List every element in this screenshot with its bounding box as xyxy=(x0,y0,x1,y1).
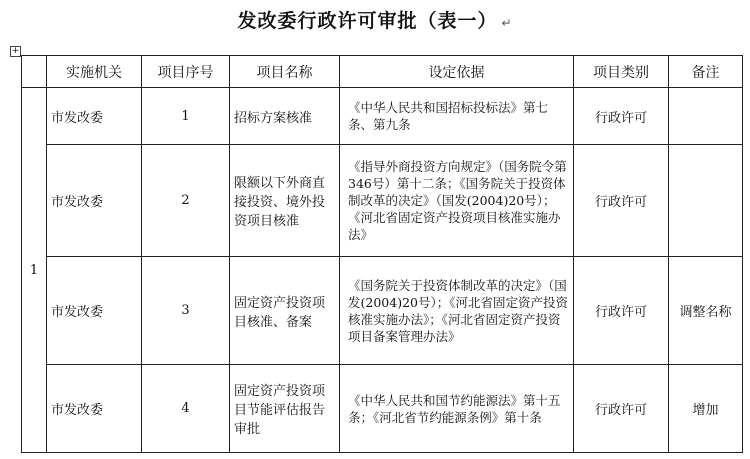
basis-cell: 《国务院关于投资体制改革的决定》（国发(2004)20号）；《河北省固定资产投资核准实施办法》；《河北省固定资产投资项目备案管理办法》 xyxy=(340,257,574,365)
basis-cell: 《中华人民共和国节约能源法》第十五条；《河北省节约能源条例》第十条 xyxy=(340,365,574,453)
agency-cell: 市发改委 xyxy=(47,365,142,453)
group-number-cell: 1 xyxy=(22,88,47,453)
header-basis: 设定依据 xyxy=(340,56,574,88)
title-text: 发改委行政许可审批（表一） xyxy=(237,10,498,32)
document-title xyxy=(0,6,750,33)
agency-cell: 市发改委 xyxy=(47,88,142,145)
seq-cell: 2 xyxy=(142,145,230,257)
project-name-cell: 固定资产投资项目节能评估报告审批 xyxy=(230,365,340,453)
seq-cell: 4 xyxy=(142,365,230,453)
category-cell: 行政许可 xyxy=(574,88,669,145)
header-category: 项目类别 xyxy=(574,56,669,88)
basis-cell: 《指导外商投资方向规定》（国务院令第346号）第十二条；《国务院关于投资体制改革的决定》（国发(2004)20号）；《河北省固定资产投资项目核准实施办法》 xyxy=(340,145,574,257)
table-row xyxy=(22,145,743,257)
seq-cell: 1 xyxy=(142,88,230,145)
paragraph-mark-icon: ↵ xyxy=(501,16,513,30)
project-name-cell: 招标方案核准 xyxy=(230,88,340,145)
category-cell: 行政许可 xyxy=(574,145,669,257)
table-row xyxy=(22,365,743,453)
table-move-handle-icon[interactable]: + xyxy=(11,46,20,56)
header-agency: 实施机关 xyxy=(47,56,142,88)
table-row xyxy=(22,257,743,365)
category-cell: 行政许可 xyxy=(574,257,669,365)
remark-cell xyxy=(669,88,743,145)
approval-table xyxy=(21,55,743,453)
seq-cell: 3 xyxy=(142,257,230,365)
basis-cell: 《中华人民共和国招标投标法》第七条、第九条 xyxy=(340,88,574,145)
remark-cell: 调整名称 xyxy=(669,257,743,365)
table-row xyxy=(22,88,743,145)
remark-cell: 增加 xyxy=(669,365,743,453)
header-seq: 项目序号 xyxy=(142,56,230,88)
project-name-cell: 限额以下外商直接投资、境外投资项目核准 xyxy=(230,145,340,257)
header-blank-cell xyxy=(22,56,47,88)
header-row xyxy=(22,56,743,88)
agency-cell: 市发改委 xyxy=(47,257,142,365)
header-remark: 备注 xyxy=(669,56,743,88)
project-name-cell: 固定资产投资项目核准、备案 xyxy=(230,257,340,365)
category-cell: 行政许可 xyxy=(574,365,669,453)
remark-cell xyxy=(669,145,743,257)
header-name: 项目名称 xyxy=(230,56,340,88)
agency-cell: 市发改委 xyxy=(47,145,142,257)
